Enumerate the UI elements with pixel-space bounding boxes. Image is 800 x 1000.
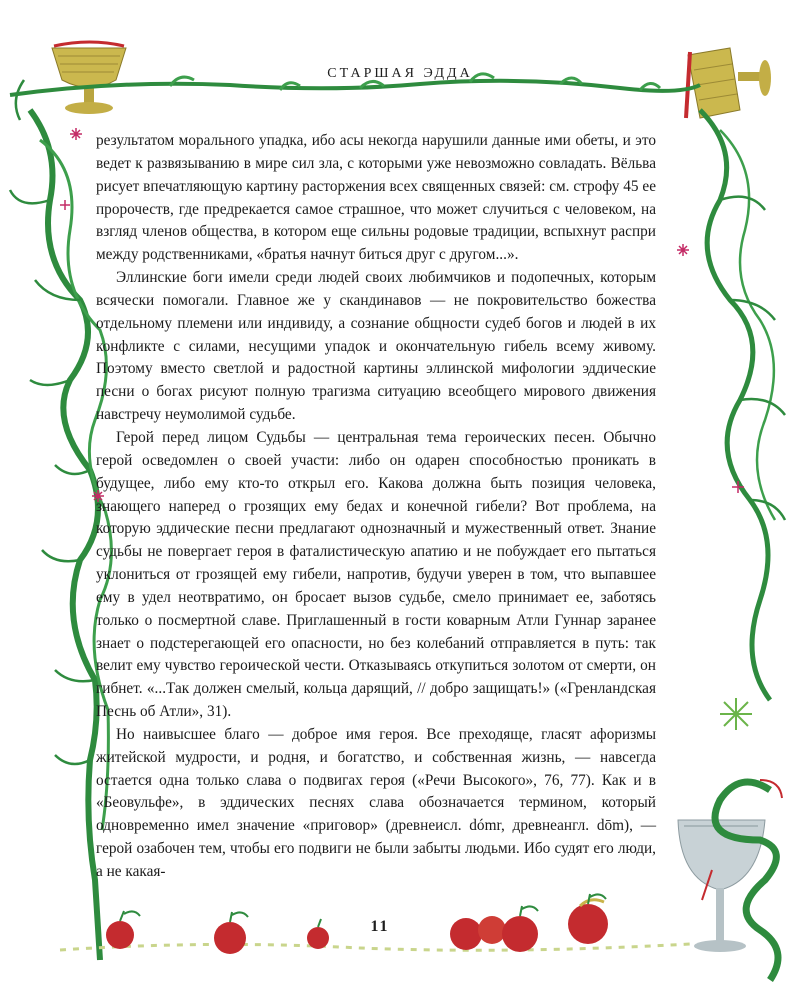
top-vine <box>10 81 700 95</box>
paragraph: Но наивысшее благо — доброе имя героя. Все преходяще, гласят афоризмы житейской мудрости, и родня, и богатство, и собственная жизнь, — навсегда остается одна только слава о подвигах героя («Речи Высокого», 76, 77). Как и в «Беовульфе», в эддических песнях слава обозначается термином, который одновременно имел значение «приговор» (древнеисл. dómr, древнеангл. dōm), — герой озабочен тем, чтобы его подвиги не были забыты людьми. Ибо судят его люди, а не какая- <box>96 725 656 880</box>
right-vine <box>700 110 785 700</box>
tipped-goblet-icon <box>686 48 771 118</box>
running-head: СТАРШАЯ ЭДДА <box>327 66 473 81</box>
paragraph: Герой перед лицом Судьбы — центральная тема героических песен. Обычно герой осведомлен о своей участи: либо он одарен способностью проникать в будущее, либо ему кто-то открыл его. Какова должна быть позиция человека, знающего наперед о грозящих ему бедах и конечной гибели? Вот проблема, на которую эддические песни предлагают однозначный и мужественный ответ. Знание судьбы не повергает героя в фаталистическую апатию и не побуждает его пытаться уклониться от грозящей ему гибели, напротив, будучи уверен в том, что выпавшее ему в удел неотвратимо, он бросает вызов судьбе, смело принимает ее, заботясь только о посмертной славе. Приглашенный в гости коварным Атли Гуннар заранее знает о подстерегающей его опасности, но без колебаний отправляется в путь: так велит ему чувство героической чести. Отказываясь откупиться золотом от смерти, он гибнет. «...Так должен смелый, кольца дарящий, // добро защищать!» («Гренландская Песнь об Атли», 31). <box>96 428 656 721</box>
bottom-grass <box>60 944 690 950</box>
green-star-icon <box>720 698 752 730</box>
paragraph: Эллинские боги имели среди людей своих любимчиков и подопечных, которым всячески помогали. Главное же у скандинавов — не покровительство божества отдельному племени или индивиду, а сознание общности судеб богов и людей в их конфликте с силами, несущими упадок и окончательную гибель всему живому. Поэтому вместо светлой и радостной картины эллинской мифологии эддические песни о богах рисуют полную трагизма ситуацию всеобщего мирового движения навстречу неумолимой судьбе. <box>96 269 656 424</box>
body-text <box>96 130 656 884</box>
paragraph: результатом морального упадка, ибо асы некогда нарушили данные ими обеты, и это ведет к развязыванию в мире сил зла, с которыми уже невозможно совладать. Вёльва рисует впечатляющую картину расторжения всех священных связей: см. строфу 45 ее пророчеств, где предрекается самое страшное, что может случиться с человеком, на взгляд членов общества, в котором еще сильны родовые традиции, вспыхнут распри между родственниками, «братья начнут биться друг с другом...». <box>96 132 656 264</box>
golden-goblet-icon <box>52 42 126 114</box>
page-number: 11 <box>370 918 390 935</box>
